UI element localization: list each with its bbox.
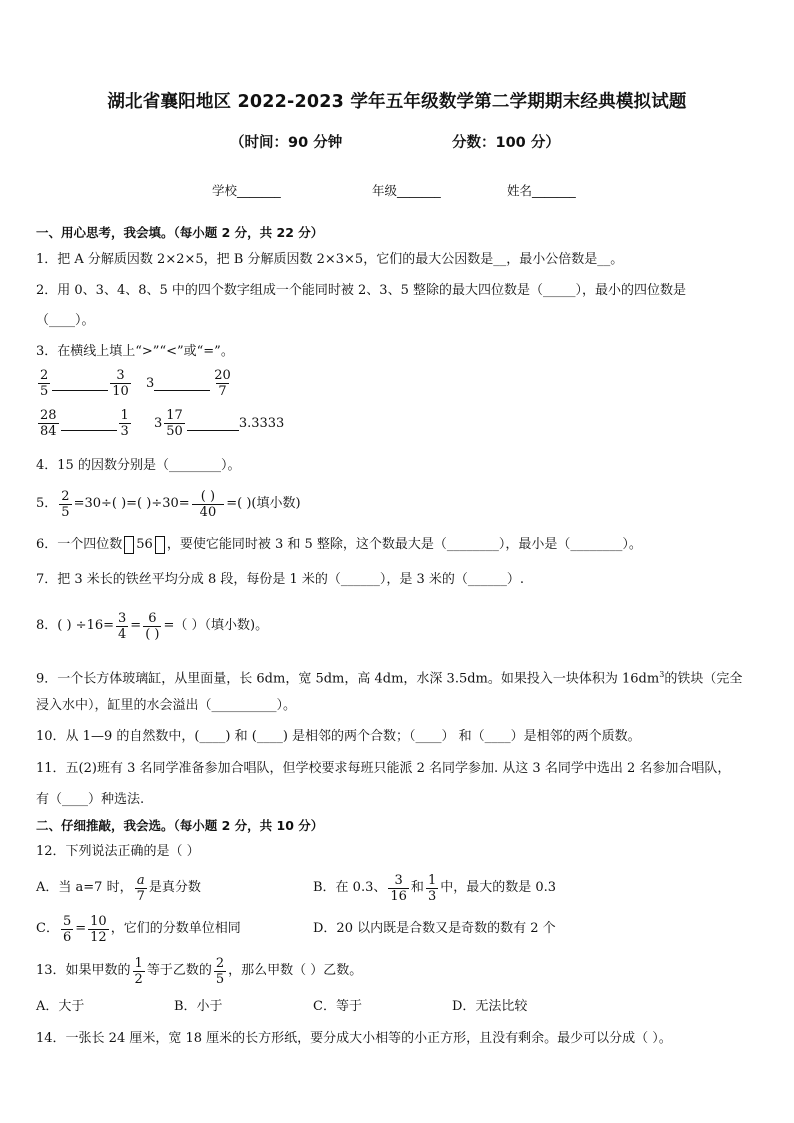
option-text: = (75, 921, 87, 936)
question-13 (36, 952, 362, 990)
question-9-line1 (36, 666, 742, 688)
question-8: 8．( ) ÷16= $\frac{3}{4}$ = $\frac{6}{( )}$ =（ ）（填小数)。 (36, 610, 269, 642)
question-2-line2: （____）。 (36, 313, 95, 328)
answer-blank[interactable] (187, 430, 239, 431)
question-7: 7．把 3 米长的铁丝平均分成 8 段，每份是 1 米的（______），是 3 米的（______）. (36, 572, 525, 587)
question-11-line2: 有（____）种选法. (36, 792, 145, 807)
question-12-option-d[interactable]: D．20 以内既是合数又是奇数的数有 2 个 (313, 921, 556, 936)
question-text: 等于乙数的 (146, 963, 212, 978)
question-3-row1 (36, 368, 436, 408)
decimal-value: 3.3333 (238, 416, 285, 431)
fraction: $\frac{( )}{40}$ (192, 489, 225, 520)
question-13-option-a[interactable]: A．大于 (36, 999, 85, 1014)
fraction: $\frac{3}{16}$ (390, 872, 407, 904)
fraction: $\frac{1}{3}$ (427, 872, 437, 904)
question-text: 的铁块（完全 (664, 671, 743, 687)
question-14: 14．一张长 24 厘米，宽 18 厘米的长方形纸，要分成大小相等的小正方形，且没有剩余。最少可以分成（ ）。 (36, 1031, 672, 1046)
question-text: 9．一个长方体玻璃缸，从里面量，长 6dm，宽 5dm，高 4dm，水深 3.5dm。如果投入一块体积为 16dm (36, 671, 660, 687)
fraction: $\frac{1}{3}$ (120, 408, 129, 439)
section1-heading: 一、用心思考，我会填。（每小题 2 分，共 22 分） (36, 225, 324, 240)
question-4: 4．15 的因数分别是（________）。 (36, 458, 241, 473)
fraction: $\frac{5}{6}$ (62, 913, 72, 945)
fraction: $\frac{1}{2}$ (134, 955, 143, 987)
digit-box[interactable] (124, 536, 134, 554)
question-3: 3．在横线上填上“>”“<”或“=”。 (36, 344, 234, 359)
question-5 (36, 484, 301, 524)
fraction: $\frac{20}{7}$ (214, 368, 231, 399)
digit-box[interactable] (155, 536, 165, 554)
whole-number: 3 (146, 376, 155, 391)
fraction: $\frac{2}{5}$ (215, 955, 225, 987)
question-12-option-a[interactable] (36, 868, 201, 908)
total-score: 分数：100 分） (452, 135, 560, 151)
question-text: 6．一个四位数 (36, 537, 123, 552)
answer-blank[interactable] (52, 390, 108, 391)
question-number: 5． (36, 496, 58, 511)
question-text: 13．如果甲数的 (36, 963, 131, 978)
equation-text: =30÷( )=( )÷30= (73, 496, 190, 511)
option-text: 中，最大的数是 0.3 (440, 880, 557, 895)
question-13-option-c[interactable]: C．等于 (313, 999, 362, 1014)
question-10: 10．从 1—9 的自然数中，(____) 和 (____) 是相邻的两个合数；（____） 和（____）是相邻的两个质数。 (36, 729, 641, 744)
question-3-row2 (36, 408, 436, 448)
question-6 (36, 536, 642, 554)
question-11-line1: 11．五(2)班有 3 名同学准备参加合唱队，但学校要求每班只能派 2 名同学参加. 从这 3 名同学中选出 2 名参加合唱队， (36, 761, 731, 776)
fraction: $\frac{17}{50}$ (166, 408, 183, 439)
equation-text: =( )(填小数) (226, 496, 301, 511)
question-1: 1．把 A 分解质因数 2×2×5，把 B 分解质因数 2×3×5，它们的最大公因数是__，最小公倍数是__。 (36, 252, 624, 267)
question-12-option-b[interactable] (313, 868, 556, 908)
question-text: ，那么甲数（ ）乙数。 (228, 963, 363, 978)
option-text: C． (36, 921, 59, 936)
option-text: 和 (410, 880, 424, 895)
fraction: $\frac{3}{10}$ (112, 368, 129, 399)
exam-title: 湖北省襄阳地区 2022-2023 学年五年级数学第二学期期末经典模拟试题 (107, 92, 687, 112)
question-13-option-d[interactable]: D．无法比较 (452, 999, 528, 1014)
question-12-option-c[interactable] (36, 909, 241, 949)
equation-text: 8．( ) ÷16= (36, 618, 115, 633)
superscript: 3 (659, 670, 665, 679)
fraction: $\frac{2}{5}$ (61, 488, 70, 520)
digit-text: 56 (136, 537, 153, 552)
section2-heading: 二、仔细推敲，我会选。（每小题 2 分，共 10 分） (36, 818, 324, 833)
fraction: $\frac{10}{12}$ (90, 913, 107, 945)
option-text: B．在 0.3、 (313, 880, 387, 895)
option-text: ，它们的分数单位相同 (110, 921, 241, 936)
time-limit: （时间：90 分钟 (230, 135, 343, 151)
whole-number: 3 (154, 416, 163, 431)
fraction: $\frac{28}{84}$ (40, 408, 57, 439)
question-2-line1: 2．用 0、3、4、8、5 中的四个数字组成一个能同时被 2、3、5 整除的最大四位数是（_____），最小的四位数是 (36, 283, 686, 298)
question-9-line2: 浸入水中），缸里的水会溢出（__________）。 (36, 698, 297, 713)
fraction: $\frac{a}{7}$ (136, 872, 145, 904)
fraction: $\frac{2}{5}$ (40, 368, 49, 399)
answer-blank[interactable] (154, 390, 210, 391)
fraction: $\frac{6}{( )}$ (145, 610, 160, 642)
question-text: ，要使它能同时被 3 和 5 整除，这个数最大是（________），最小是（________）。 (166, 537, 642, 552)
option-text: 是真分数 (148, 880, 201, 895)
answer-blank[interactable] (61, 430, 117, 431)
option-text: A．当 a=7 时， (36, 880, 133, 895)
question-12: 12．下列说法正确的是（ ） (36, 844, 200, 859)
grade-field: 年级_______ (372, 183, 441, 198)
fraction: $\frac{3}{4}$ (118, 610, 127, 642)
school-field: 学校_______ (212, 183, 281, 198)
name-field: 姓名_______ (507, 183, 576, 198)
equation-text: =（ ）（填小数)。 (163, 618, 269, 633)
question-13-option-b[interactable]: B．小于 (174, 999, 223, 1014)
